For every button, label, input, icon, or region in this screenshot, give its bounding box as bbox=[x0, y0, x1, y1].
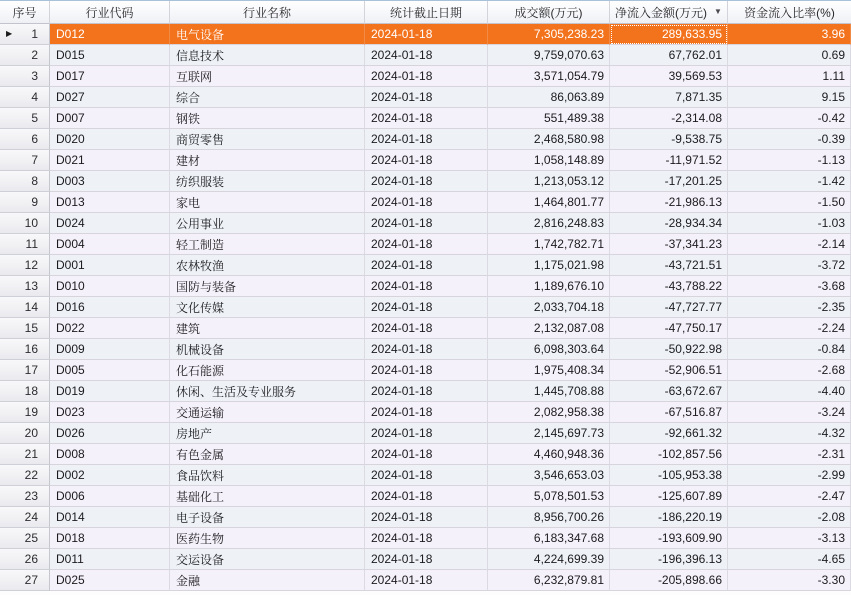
turnover-cell[interactable]: 7,305,238.23 bbox=[488, 24, 610, 45]
stat-date-cell[interactable]: 2024-01-18 bbox=[365, 66, 488, 87]
row-index: 26 bbox=[24, 552, 38, 566]
table-row[interactable] bbox=[0, 192, 851, 213]
table-body bbox=[0, 24, 851, 591]
table-row[interactable] bbox=[0, 45, 851, 66]
industry-code-cell[interactable]: D013 bbox=[50, 192, 170, 213]
turnover-cell[interactable]: 1,445,708.88 bbox=[488, 381, 610, 402]
turnover-cell[interactable]: 4,460,948.36 bbox=[488, 444, 610, 465]
inflow-ratio-cell[interactable]: -3.24 bbox=[728, 402, 851, 423]
table-row[interactable] bbox=[0, 66, 851, 87]
column-header-stat-date-label: 统计截止日期 bbox=[389, 5, 462, 20]
column-header-industry-name[interactable] bbox=[170, 1, 365, 24]
net-inflow-cell[interactable]: -186,220.19 bbox=[610, 507, 728, 528]
row-index: 11 bbox=[25, 237, 38, 251]
net-inflow-cell[interactable]: 67,762.01 bbox=[610, 45, 728, 66]
row-index: 25 bbox=[24, 531, 38, 545]
industry-code-cell[interactable]: D001 bbox=[50, 255, 170, 276]
column-header-industry-name-label: 行业名称 bbox=[242, 5, 291, 20]
turnover-cell[interactable]: 1,975,408.34 bbox=[488, 360, 610, 381]
stat-date-cell[interactable]: 2024-01-18 bbox=[365, 444, 488, 465]
inflow-ratio-cell[interactable]: -1.13 bbox=[728, 150, 851, 171]
row-header-cell[interactable] bbox=[0, 360, 50, 381]
inflow-ratio-cell[interactable]: 9.15 bbox=[728, 87, 851, 108]
row-index: 20 bbox=[24, 426, 38, 440]
row-header-cell[interactable] bbox=[0, 255, 50, 276]
stat-date-cell[interactable]: 2024-01-18 bbox=[365, 213, 488, 234]
row-header-cell[interactable] bbox=[0, 465, 50, 486]
industry-name-cell[interactable]: 机械设备 bbox=[170, 339, 365, 360]
row-index: 4 bbox=[31, 90, 38, 104]
industry-code-cell[interactable]: D008 bbox=[50, 444, 170, 465]
row-header-cell[interactable] bbox=[0, 150, 50, 171]
table-row[interactable] bbox=[0, 423, 851, 444]
net-inflow-cell[interactable]: -105,953.38 bbox=[610, 465, 728, 486]
net-inflow-cell[interactable]: -50,922.98 bbox=[610, 339, 728, 360]
row-index: 2 bbox=[31, 48, 38, 62]
inflow-ratio-cell[interactable]: -1.42 bbox=[728, 171, 851, 192]
net-inflow-cell[interactable]: -37,341.23 bbox=[610, 234, 728, 255]
inflow-ratio-cell[interactable]: -2.99 bbox=[728, 465, 851, 486]
stat-date-cell[interactable]: 2024-01-18 bbox=[365, 381, 488, 402]
row-index: 22 bbox=[24, 468, 38, 482]
table-row[interactable] bbox=[0, 297, 851, 318]
column-header-turnover[interactable] bbox=[488, 1, 610, 24]
industry-code-cell[interactable]: D022 bbox=[50, 318, 170, 339]
turnover-cell[interactable]: 2,468,580.98 bbox=[488, 129, 610, 150]
column-header-index[interactable] bbox=[0, 1, 50, 24]
industry-code-cell[interactable]: D018 bbox=[50, 528, 170, 549]
inflow-ratio-cell[interactable]: -2.68 bbox=[728, 360, 851, 381]
stat-date-cell[interactable]: 2024-01-18 bbox=[365, 276, 488, 297]
row-index: 9 bbox=[31, 195, 38, 209]
turnover-cell[interactable]: 1,742,782.71 bbox=[488, 234, 610, 255]
stat-date-cell[interactable]: 2024-01-18 bbox=[365, 171, 488, 192]
turnover-cell[interactable]: 2,132,087.08 bbox=[488, 318, 610, 339]
inflow-ratio-cell[interactable]: -2.24 bbox=[728, 318, 851, 339]
industry-code-cell[interactable]: D023 bbox=[50, 402, 170, 423]
table-row[interactable] bbox=[0, 444, 851, 465]
column-header-index-label: 序号 bbox=[12, 5, 37, 20]
net-inflow-cell[interactable]: -11,971.52 bbox=[610, 150, 728, 171]
inflow-ratio-cell[interactable]: 3.96 bbox=[728, 24, 851, 45]
inflow-ratio-cell[interactable]: -2.47 bbox=[728, 486, 851, 507]
row-header-cell[interactable] bbox=[0, 66, 50, 87]
stat-date-cell[interactable]: 2024-01-18 bbox=[365, 150, 488, 171]
industry-code-cell[interactable]: D007 bbox=[50, 108, 170, 129]
industry-name-cell[interactable]: 商贸零售 bbox=[170, 129, 365, 150]
turnover-cell[interactable]: 5,078,501.53 bbox=[488, 486, 610, 507]
row-header-cell[interactable] bbox=[0, 234, 50, 255]
inflow-ratio-cell[interactable]: -3.68 bbox=[728, 276, 851, 297]
row-header-cell[interactable] bbox=[0, 402, 50, 423]
table-row[interactable] bbox=[0, 486, 851, 507]
stat-date-cell[interactable]: 2024-01-18 bbox=[365, 549, 488, 570]
row-index: 12 bbox=[24, 258, 38, 272]
industry-name-cell[interactable]: 钢铁 bbox=[170, 108, 365, 129]
industry-code-cell[interactable]: D009 bbox=[50, 339, 170, 360]
row-header-cell[interactable] bbox=[0, 381, 50, 402]
industry-code-cell[interactable]: D021 bbox=[50, 150, 170, 171]
industry-name-cell[interactable]: 电气设备 bbox=[170, 24, 365, 45]
net-inflow-cell[interactable]: -17,201.25 bbox=[610, 171, 728, 192]
table-row[interactable] bbox=[0, 234, 851, 255]
row-index: 14 bbox=[24, 300, 38, 314]
net-inflow-cell[interactable]: 289,633.95 bbox=[610, 24, 728, 45]
turnover-cell[interactable]: 86,063.89 bbox=[488, 87, 610, 108]
row-index: 5 bbox=[31, 111, 38, 125]
industry-code-cell[interactable]: D027 bbox=[50, 87, 170, 108]
net-inflow-cell[interactable]: -125,607.89 bbox=[610, 486, 728, 507]
row-index: 16 bbox=[24, 342, 38, 356]
inflow-ratio-cell[interactable]: -0.42 bbox=[728, 108, 851, 129]
stat-date-cell[interactable]: 2024-01-18 bbox=[365, 423, 488, 444]
table-row[interactable] bbox=[0, 549, 851, 570]
net-inflow-cell[interactable]: -52,906.51 bbox=[610, 360, 728, 381]
row-index: 1 bbox=[31, 27, 38, 41]
row-header-cell[interactable] bbox=[0, 192, 50, 213]
industry-name-cell[interactable]: 轻工制造 bbox=[170, 234, 365, 255]
stat-date-cell[interactable]: 2024-01-18 bbox=[365, 318, 488, 339]
column-header-industry-code[interactable] bbox=[50, 1, 170, 24]
stat-date-cell[interactable]: 2024-01-18 bbox=[365, 87, 488, 108]
turnover-cell[interactable]: 9,759,070.63 bbox=[488, 45, 610, 66]
industry-code-cell[interactable]: D004 bbox=[50, 234, 170, 255]
industry-code-cell[interactable]: D025 bbox=[50, 570, 170, 591]
industry-name-cell[interactable]: 房地产 bbox=[170, 423, 365, 444]
net-inflow-cell[interactable]: -21,986.13 bbox=[610, 192, 728, 213]
net-inflow-cell[interactable]: -92,661.32 bbox=[610, 423, 728, 444]
turnover-cell[interactable]: 1,213,053.12 bbox=[488, 171, 610, 192]
stat-date-cell[interactable]: 2024-01-18 bbox=[365, 192, 488, 213]
stat-date-cell[interactable]: 2024-01-18 bbox=[365, 465, 488, 486]
industry-code-cell[interactable]: D014 bbox=[50, 507, 170, 528]
turnover-cell[interactable]: 2,816,248.83 bbox=[488, 213, 610, 234]
industry-code-cell[interactable]: D011 bbox=[50, 549, 170, 570]
net-inflow-cell[interactable]: -2,314.08 bbox=[610, 108, 728, 129]
row-index: 19 bbox=[24, 405, 38, 419]
column-header-net-inflow-label: 净流入金额(万元) bbox=[615, 5, 708, 20]
row-index: 3 bbox=[31, 69, 38, 83]
stat-date-cell[interactable]: 2024-01-18 bbox=[365, 24, 488, 45]
table-row[interactable] bbox=[0, 360, 851, 381]
stat-date-cell[interactable]: 2024-01-18 bbox=[365, 486, 488, 507]
stat-date-cell[interactable]: 2024-01-18 bbox=[365, 402, 488, 423]
turnover-cell[interactable]: 1,058,148.89 bbox=[488, 150, 610, 171]
row-header-cell[interactable] bbox=[0, 24, 50, 45]
industry-name-cell[interactable]: 文化传媒 bbox=[170, 297, 365, 318]
table-row[interactable] bbox=[0, 24, 851, 45]
turnover-cell[interactable]: 3,546,653.03 bbox=[488, 465, 610, 486]
row-header-cell[interactable] bbox=[0, 444, 50, 465]
inflow-ratio-cell[interactable]: -1.03 bbox=[728, 213, 851, 234]
table-row[interactable] bbox=[0, 276, 851, 297]
industry-name-cell[interactable]: 化石能源 bbox=[170, 360, 365, 381]
table-row[interactable] bbox=[0, 171, 851, 192]
row-header-cell[interactable] bbox=[0, 213, 50, 234]
industry-name-cell[interactable]: 互联网 bbox=[170, 66, 365, 87]
row-header-cell[interactable] bbox=[0, 507, 50, 528]
industry-code-cell[interactable]: D019 bbox=[50, 381, 170, 402]
table-row[interactable] bbox=[0, 507, 851, 528]
stat-date-cell[interactable]: 2024-01-18 bbox=[365, 507, 488, 528]
stat-date-cell[interactable]: 2024-01-18 bbox=[365, 129, 488, 150]
turnover-cell[interactable]: 8,956,700.26 bbox=[488, 507, 610, 528]
industry-code-cell[interactable]: D006 bbox=[50, 486, 170, 507]
row-header-cell[interactable] bbox=[0, 129, 50, 150]
column-header-inflow-ratio[interactable] bbox=[728, 1, 851, 24]
industry-name-cell[interactable]: 农林牧渔 bbox=[170, 255, 365, 276]
industry-code-cell[interactable]: D005 bbox=[50, 360, 170, 381]
industry-name-cell[interactable]: 电子设备 bbox=[170, 507, 365, 528]
turnover-cell[interactable]: 6,183,347.68 bbox=[488, 528, 610, 549]
stat-date-cell[interactable]: 2024-01-18 bbox=[365, 297, 488, 318]
industry-code-cell[interactable]: D017 bbox=[50, 66, 170, 87]
row-index: 17 bbox=[24, 363, 38, 377]
row-index: 21 bbox=[24, 447, 38, 461]
column-header-row bbox=[0, 1, 851, 24]
net-inflow-cell[interactable]: -43,721.51 bbox=[610, 255, 728, 276]
industry-code-cell[interactable]: D026 bbox=[50, 423, 170, 444]
turnover-cell[interactable]: 2,082,958.38 bbox=[488, 402, 610, 423]
industry-code-cell[interactable]: D012 bbox=[50, 24, 170, 45]
inflow-ratio-cell[interactable]: -3.72 bbox=[728, 255, 851, 276]
industry-name-cell[interactable]: 有色金属 bbox=[170, 444, 365, 465]
inflow-ratio-cell[interactable]: -4.65 bbox=[728, 549, 851, 570]
industry-name-cell[interactable]: 基础化工 bbox=[170, 486, 365, 507]
inflow-ratio-cell[interactable]: -4.32 bbox=[728, 423, 851, 444]
row-index: 18 bbox=[24, 384, 38, 398]
stat-date-cell[interactable]: 2024-01-18 bbox=[365, 45, 488, 66]
row-index: 24 bbox=[24, 510, 38, 524]
net-inflow-cell[interactable]: -28,934.34 bbox=[610, 213, 728, 234]
row-header-cell[interactable] bbox=[0, 45, 50, 66]
column-header-turnover-label: 成交额(万元) bbox=[514, 5, 583, 20]
turnover-cell[interactable]: 2,033,704.18 bbox=[488, 297, 610, 318]
row-header-cell[interactable] bbox=[0, 87, 50, 108]
inflow-ratio-cell[interactable]: -0.84 bbox=[728, 339, 851, 360]
turnover-cell[interactable]: 2,145,697.73 bbox=[488, 423, 610, 444]
grid-bottom-filler bbox=[0, 591, 851, 595]
row-header-cell[interactable] bbox=[0, 549, 50, 570]
stat-date-cell[interactable]: 2024-01-18 bbox=[365, 108, 488, 129]
stat-date-cell[interactable]: 2024-01-18 bbox=[365, 570, 488, 591]
row-index: 7 bbox=[31, 153, 38, 167]
inflow-ratio-cell[interactable]: -2.14 bbox=[728, 234, 851, 255]
industry-name-cell[interactable]: 金融 bbox=[170, 570, 365, 591]
sort-descending-icon: ▼ bbox=[714, 7, 722, 16]
inflow-ratio-cell[interactable]: 0.69 bbox=[728, 45, 851, 66]
row-header-cell[interactable] bbox=[0, 108, 50, 129]
inflow-ratio-cell[interactable]: -2.31 bbox=[728, 444, 851, 465]
net-inflow-cell[interactable]: -67,516.87 bbox=[610, 402, 728, 423]
inflow-ratio-cell[interactable]: 1.11 bbox=[728, 66, 851, 87]
table-row[interactable] bbox=[0, 381, 851, 402]
inflow-ratio-cell[interactable]: -3.13 bbox=[728, 528, 851, 549]
industry-code-cell[interactable]: D024 bbox=[50, 213, 170, 234]
turnover-cell[interactable]: 1,189,676.10 bbox=[488, 276, 610, 297]
industry-code-cell[interactable]: D003 bbox=[50, 171, 170, 192]
industry-name-cell[interactable]: 交运设备 bbox=[170, 549, 365, 570]
net-inflow-cell[interactable]: -193,609.90 bbox=[610, 528, 728, 549]
turnover-cell[interactable]: 3,571,054.79 bbox=[488, 66, 610, 87]
industry-name-cell[interactable]: 医药生物 bbox=[170, 528, 365, 549]
inflow-ratio-cell[interactable]: -4.40 bbox=[728, 381, 851, 402]
row-index: 13 bbox=[24, 279, 38, 293]
current-row-arrow-icon: ▶ bbox=[6, 29, 13, 38]
table-row[interactable] bbox=[0, 318, 851, 339]
stat-date-cell[interactable]: 2024-01-18 bbox=[365, 360, 488, 381]
industry-name-cell[interactable]: 综合 bbox=[170, 87, 365, 108]
turnover-cell[interactable]: 551,489.38 bbox=[488, 108, 610, 129]
table-row[interactable] bbox=[0, 213, 851, 234]
net-inflow-cell[interactable]: -9,538.75 bbox=[610, 129, 728, 150]
row-header-cell[interactable] bbox=[0, 276, 50, 297]
table-row[interactable] bbox=[0, 465, 851, 486]
column-header-inflow-ratio-label: 资金流入比率(%) bbox=[744, 5, 835, 20]
row-index: 15 bbox=[24, 321, 38, 335]
net-inflow-cell[interactable]: 7,871.35 bbox=[610, 87, 728, 108]
inflow-ratio-cell[interactable]: -3.30 bbox=[728, 570, 851, 591]
net-inflow-cell[interactable]: -102,857.56 bbox=[610, 444, 728, 465]
row-header-cell[interactable] bbox=[0, 570, 50, 591]
row-header-cell[interactable] bbox=[0, 486, 50, 507]
industry-name-cell[interactable]: 国防与装备 bbox=[170, 276, 365, 297]
net-inflow-cell[interactable]: -47,750.17 bbox=[610, 318, 728, 339]
stat-date-cell[interactable]: 2024-01-18 bbox=[365, 234, 488, 255]
industry-code-cell[interactable]: D016 bbox=[50, 297, 170, 318]
turnover-cell[interactable]: 6,098,303.64 bbox=[488, 339, 610, 360]
table-row[interactable] bbox=[0, 129, 851, 150]
inflow-ratio-cell[interactable]: -0.39 bbox=[728, 129, 851, 150]
table-row[interactable] bbox=[0, 108, 851, 129]
net-inflow-cell[interactable]: -205,898.66 bbox=[610, 570, 728, 591]
industry-code-cell[interactable]: D020 bbox=[50, 129, 170, 150]
stat-date-cell[interactable]: 2024-01-18 bbox=[365, 528, 488, 549]
table-row[interactable] bbox=[0, 87, 851, 108]
industry-name-cell[interactable]: 休闲、生活及专业服务 bbox=[170, 381, 365, 402]
table-row[interactable] bbox=[0, 150, 851, 171]
column-header-net-inflow[interactable] bbox=[610, 1, 728, 24]
table-row[interactable] bbox=[0, 339, 851, 360]
row-header-cell[interactable] bbox=[0, 171, 50, 192]
industry-name-cell[interactable]: 建材 bbox=[170, 150, 365, 171]
row-index: 8 bbox=[31, 174, 38, 188]
stat-date-cell[interactable]: 2024-01-18 bbox=[365, 339, 488, 360]
stat-date-cell[interactable]: 2024-01-18 bbox=[365, 255, 488, 276]
row-header-cell[interactable] bbox=[0, 528, 50, 549]
turnover-cell[interactable]: 1,175,021.98 bbox=[488, 255, 610, 276]
column-header-stat-date[interactable] bbox=[365, 1, 488, 24]
industry-name-cell[interactable]: 公用事业 bbox=[170, 213, 365, 234]
net-inflow-cell[interactable]: -43,788.22 bbox=[610, 276, 728, 297]
inflow-ratio-cell[interactable]: -2.35 bbox=[728, 297, 851, 318]
table-row[interactable] bbox=[0, 528, 851, 549]
row-index: 23 bbox=[24, 489, 38, 503]
industry-name-cell[interactable]: 食品饮料 bbox=[170, 465, 365, 486]
row-header-cell[interactable] bbox=[0, 297, 50, 318]
net-inflow-cell[interactable]: -47,727.77 bbox=[610, 297, 728, 318]
inflow-ratio-cell[interactable]: -1.50 bbox=[728, 192, 851, 213]
net-inflow-cell[interactable]: -63,672.67 bbox=[610, 381, 728, 402]
table-row[interactable] bbox=[0, 570, 851, 591]
row-header-cell[interactable] bbox=[0, 318, 50, 339]
turnover-cell[interactable]: 4,224,699.39 bbox=[488, 549, 610, 570]
net-inflow-cell[interactable]: 39,569.53 bbox=[610, 66, 728, 87]
industry-name-cell[interactable]: 信息技术 bbox=[170, 45, 365, 66]
column-header-industry-code-label: 行业代码 bbox=[85, 5, 134, 20]
row-index: 10 bbox=[24, 216, 38, 230]
industry-code-cell[interactable]: D015 bbox=[50, 45, 170, 66]
turnover-cell[interactable]: 1,464,801.77 bbox=[488, 192, 610, 213]
industry-name-cell[interactable]: 建筑 bbox=[170, 318, 365, 339]
industry-name-cell[interactable]: 交通运输 bbox=[170, 402, 365, 423]
row-index: 27 bbox=[24, 573, 38, 587]
industry-name-cell[interactable]: 纺织服装 bbox=[170, 171, 365, 192]
turnover-cell[interactable]: 6,232,879.81 bbox=[488, 570, 610, 591]
row-index: 6 bbox=[31, 132, 38, 146]
inflow-ratio-cell[interactable]: -2.08 bbox=[728, 507, 851, 528]
net-inflow-cell[interactable]: -196,396.13 bbox=[610, 549, 728, 570]
row-header-cell[interactable] bbox=[0, 423, 50, 444]
industry-name-cell[interactable]: 家电 bbox=[170, 192, 365, 213]
table-row[interactable] bbox=[0, 255, 851, 276]
table-row[interactable] bbox=[0, 402, 851, 423]
industry-code-cell[interactable]: D002 bbox=[50, 465, 170, 486]
industry-code-cell[interactable]: D010 bbox=[50, 276, 170, 297]
row-header-cell[interactable] bbox=[0, 339, 50, 360]
